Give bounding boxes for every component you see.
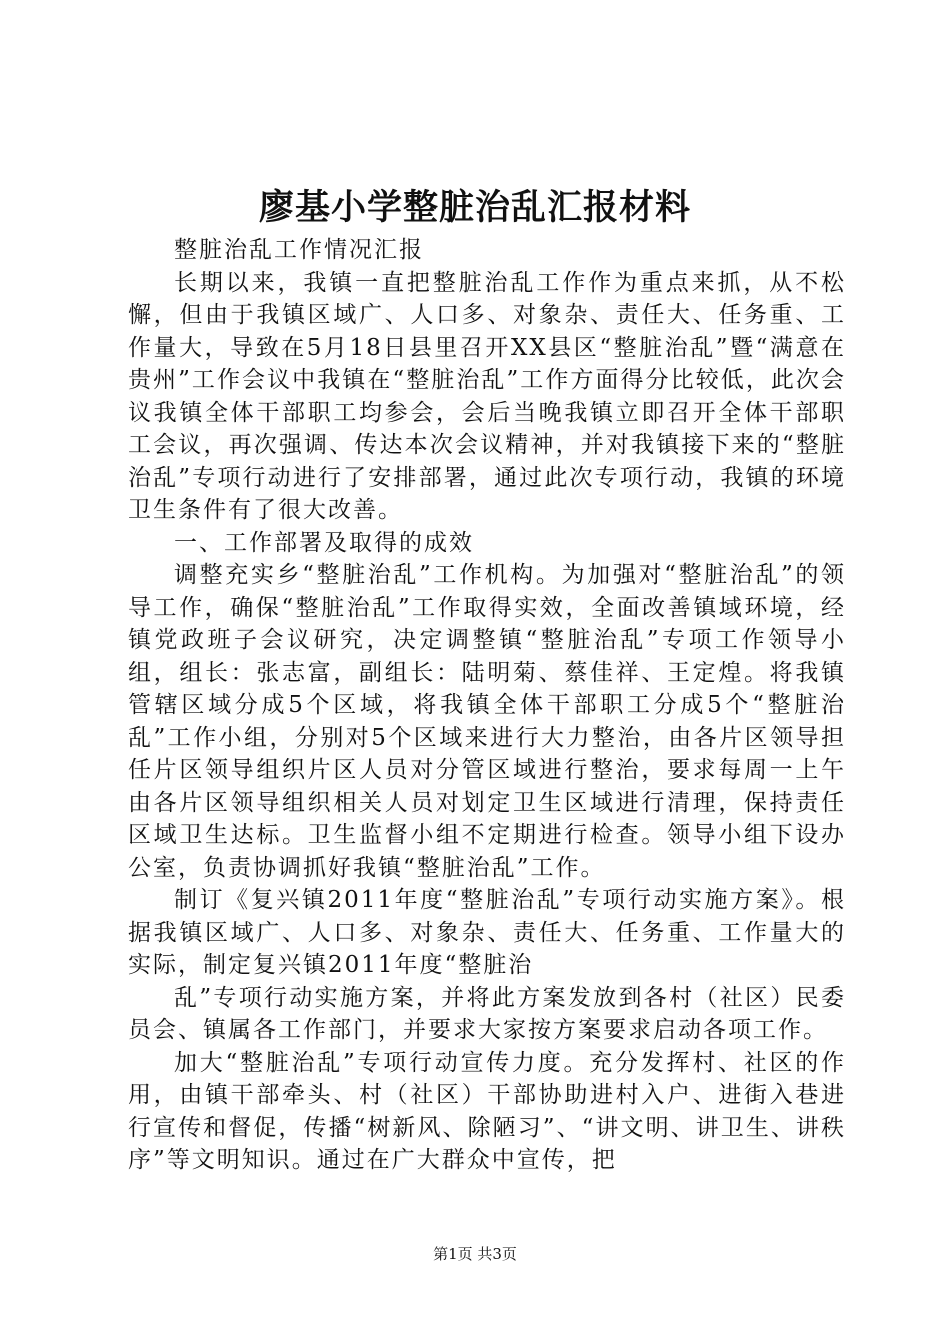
section-heading: 一、工作部署及取得的成效 <box>174 529 474 556</box>
paragraph-plan: 制订《复兴镇2011年度“整脏治乱”专项行动实施方案》。根据我镇区域广、人口多、对象杂、责任大、任务重、工作量大的实际，制定复兴镇2011年度“整脏治 <box>128 887 846 978</box>
paragraph-organization: 调整充实乡“整脏治乱”工作机构。为加强对“整脏治乱”的领导工作，确保“整脏治乱”工作取得实效，全面改善镇域环境，经镇党政班子会议研究，决定调整镇“整脏治乱”专项工作领导小组，组长：张志富，副组长：陆明菊、蔡佳祥、王定煌。将我镇管辖区域分成5个区域，将我镇全体干部职工分成5个“整脏治乱”工作小组，分别对5个区域来进行大力整治，由各片区领导担任片区领导组织片区人员对分管区域进行整治，要求每周一上午由各片区领导组织相关人员对划定卫生区域进行清理，保持责任区域卫生达标。卫生监督小组不定期进行检查。领导小组下设办公室，负责协调抓好我镇“整脏治乱”工作。 <box>128 562 846 881</box>
document-body <box>128 234 846 1177</box>
paragraph-intro: 长期以来，我镇一直把整脏治乱工作作为重点来抓，从不松懈，但由于我镇区域广、人口多、对象杂、责任大、任务重、工作量大，导致在5月18日县里召开XX县区“整脏治乱”暨“满意在贵州”工作会议中我镇在“整脏治乱”工作方面得分比较低，此次会议我镇全体干部职工均参会，会后当晚我镇立即召开全体干部职工会议，再次强调、传达本次会议精神，并对我镇接下来的“整脏治乱”专项行动进行了安排部署，通过此次专项行动，我镇的环境卫生条件有了很大改善。 <box>128 269 846 523</box>
paragraph-subtitle: 整脏治乱工作情况汇报 <box>174 237 424 263</box>
paragraph-plan-continued: 乱”专项行动实施方案，并将此方案发放到各村（社区）民委员会、镇属各工作部门，并要求大家按方案要求启动各项工作。 <box>128 984 846 1043</box>
paragraph-publicity: 加大“整脏治乱”专项行动宣传力度。充分发挥村、社区的作用，由镇干部牵头、村（社区）干部协助进村入户、进街入巷进行宣传和督促，传播“树新风、除陋习”、“讲文明、讲卫生、讲秩序”等文明知识。通过在广大群众中宣传，把 <box>128 1049 846 1173</box>
document-title: 廖基小学整脏治乱汇报材料 <box>258 187 691 228</box>
page-footer: 第1页 共3页 <box>433 1245 517 1263</box>
